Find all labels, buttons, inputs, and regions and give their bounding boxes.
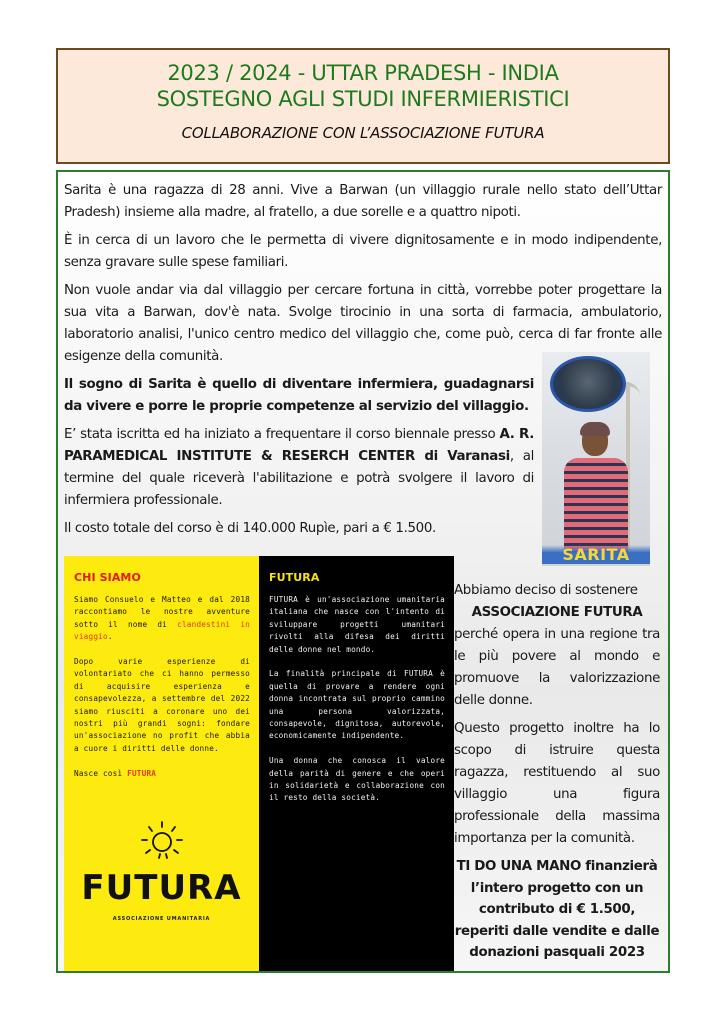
sun-icon <box>137 818 187 864</box>
support-intro: Abbiamo deciso di sostenere <box>454 583 638 598</box>
chi-siamo-p1: Siamo Consuelo e Matteo e dal 2018 raccontiamo le nostre avventure sotto il nome di <box>74 595 250 629</box>
enrollment-pre: E’ stata iscritta ed ha iniziato a frequentare il corso biennale presso <box>64 427 500 442</box>
chi-siamo-title: CHI SIAMO <box>74 571 141 584</box>
chi-siamo-text <box>74 594 250 792</box>
paragraph-village: Non vuole andar via dal villaggio per cercare fortuna in città, vorrebbe poter progettare la sua vita a Barwan, dov'è nata. Svolge tirocinio in una sorta di farmacia, ambulatorio, laboratorio analisi, l'unico centro medico del villaggio che, come può, cerca di far fronte alle esigenze della comunità. <box>64 283 662 364</box>
person-sweater <box>564 458 628 554</box>
futura-highlight: FUTURA <box>127 768 157 778</box>
header-title-line1: 2023 / 2024 - UTTAR PRADESH - INDIA <box>167 61 559 85</box>
enrollment-post: , al termine del quale riceverà l'abilitazione e potrà svolgere il lavoro di infermiera professionale. <box>64 449 534 508</box>
paragraph-job: È in cerca di un lavoro che le permetta di vivere dignitosamente e in modo indipendente, senza gravare sulle spese familiari. <box>64 233 662 270</box>
support-org: ASSOCIAZIONE FUTURA <box>471 605 643 620</box>
institute-name: A. R. PARAMEDICAL INSTITUTE & RESERCH CENTER di Varanasi <box>64 427 534 464</box>
paragraph-intro: Sarita è una ragazza di 28 anni. Vive a Barwan (un villaggio rurale nello stato dell’Uttar Pradesh) insieme alla madre, al fratello, a due sorelle e a quattro nipoti. <box>64 183 662 220</box>
clandestini-link: clandestini in viaggio <box>74 619 250 642</box>
paragraph-enrollment <box>64 424 534 512</box>
person-cap <box>580 422 610 436</box>
paragraph-cost: Il costo totale del corso è di 140.000 Rupìe, pari a € 1.500. <box>64 521 436 536</box>
futura-title: FUTURA <box>269 571 320 584</box>
futura-p1: FUTURA è un'associazione umanitaria italiana che nasce con l'intento di sviluppare progetti umanitari rivolti alla difesa dei diritti delle donne nel mondo. <box>269 595 445 654</box>
futura-p2: La finalità principale di FUTURA è quella di provare a rendere ogni donna incontrata sul proprio cammino una persona valorizzata, consapevole, dignitosa, autorevole, economicamente indipendente. <box>269 669 445 741</box>
header-banner <box>56 48 670 164</box>
funding-statement: TI DO UNA MANO finanzierà l’intero progetto con un contributo di € 1.500, reperiti dalle vendite e dalle donazioni pasquali 2023 <box>454 859 660 960</box>
support-reason: perché opera in una regione tra le più povere al mondo e promuove la valorizzazione delle donne. <box>454 627 660 708</box>
surgical-lamp-arm <box>626 382 640 552</box>
header-title-line2: SOSTEGNO AGLI STUDI INFERMIERISTICI <box>156 87 570 111</box>
futura-panel <box>259 556 454 971</box>
period: . <box>107 632 113 642</box>
futura-p3: Una donna che conosca il valore della parità di genere e che operi in solidarietà e collaborazione con il resto della società. <box>269 756 445 803</box>
header-subtitle: COLLABORAZIONE CON L’ASSOCIAZIONE FUTURA <box>181 124 545 142</box>
photo-caption: SARITA <box>542 545 650 564</box>
support-text <box>454 580 660 964</box>
futura-text <box>269 594 445 817</box>
sarita-photo <box>542 352 650 566</box>
futura-logo <box>64 818 259 922</box>
chi-siamo-p2: Dopo varie esperienze di volontariato che ci hanno permesso di acquisire esperienza e consapevolezza, a settembre del 2022 siamo riusciti a coronare uno dei nostri più grandi sogni: fondare un'associazione no profit che abbia a cuore i diritti delle donne. <box>74 657 250 753</box>
chi-siamo-panel <box>64 556 259 971</box>
surgical-lamp <box>550 356 626 412</box>
logo-wordmark: FUTURA <box>81 868 242 908</box>
support-purpose: Questo progetto inoltre ha lo scopo di istruire questa ragazza, restituendo al suo villaggio una figura professionale della massima importanza per la comunità. <box>454 721 660 846</box>
chi-siamo-p3: Nasce così <box>74 768 128 778</box>
paragraph-dream: Il sogno di Sarita è quello di diventare infermiera, guadagnarsi da vivere e porre le proprie competenze al servizio del villaggio. <box>64 377 534 414</box>
main-content-box <box>56 170 670 973</box>
logo-tagline: ASSOCIAZIONE UMANITARIA <box>112 916 211 922</box>
